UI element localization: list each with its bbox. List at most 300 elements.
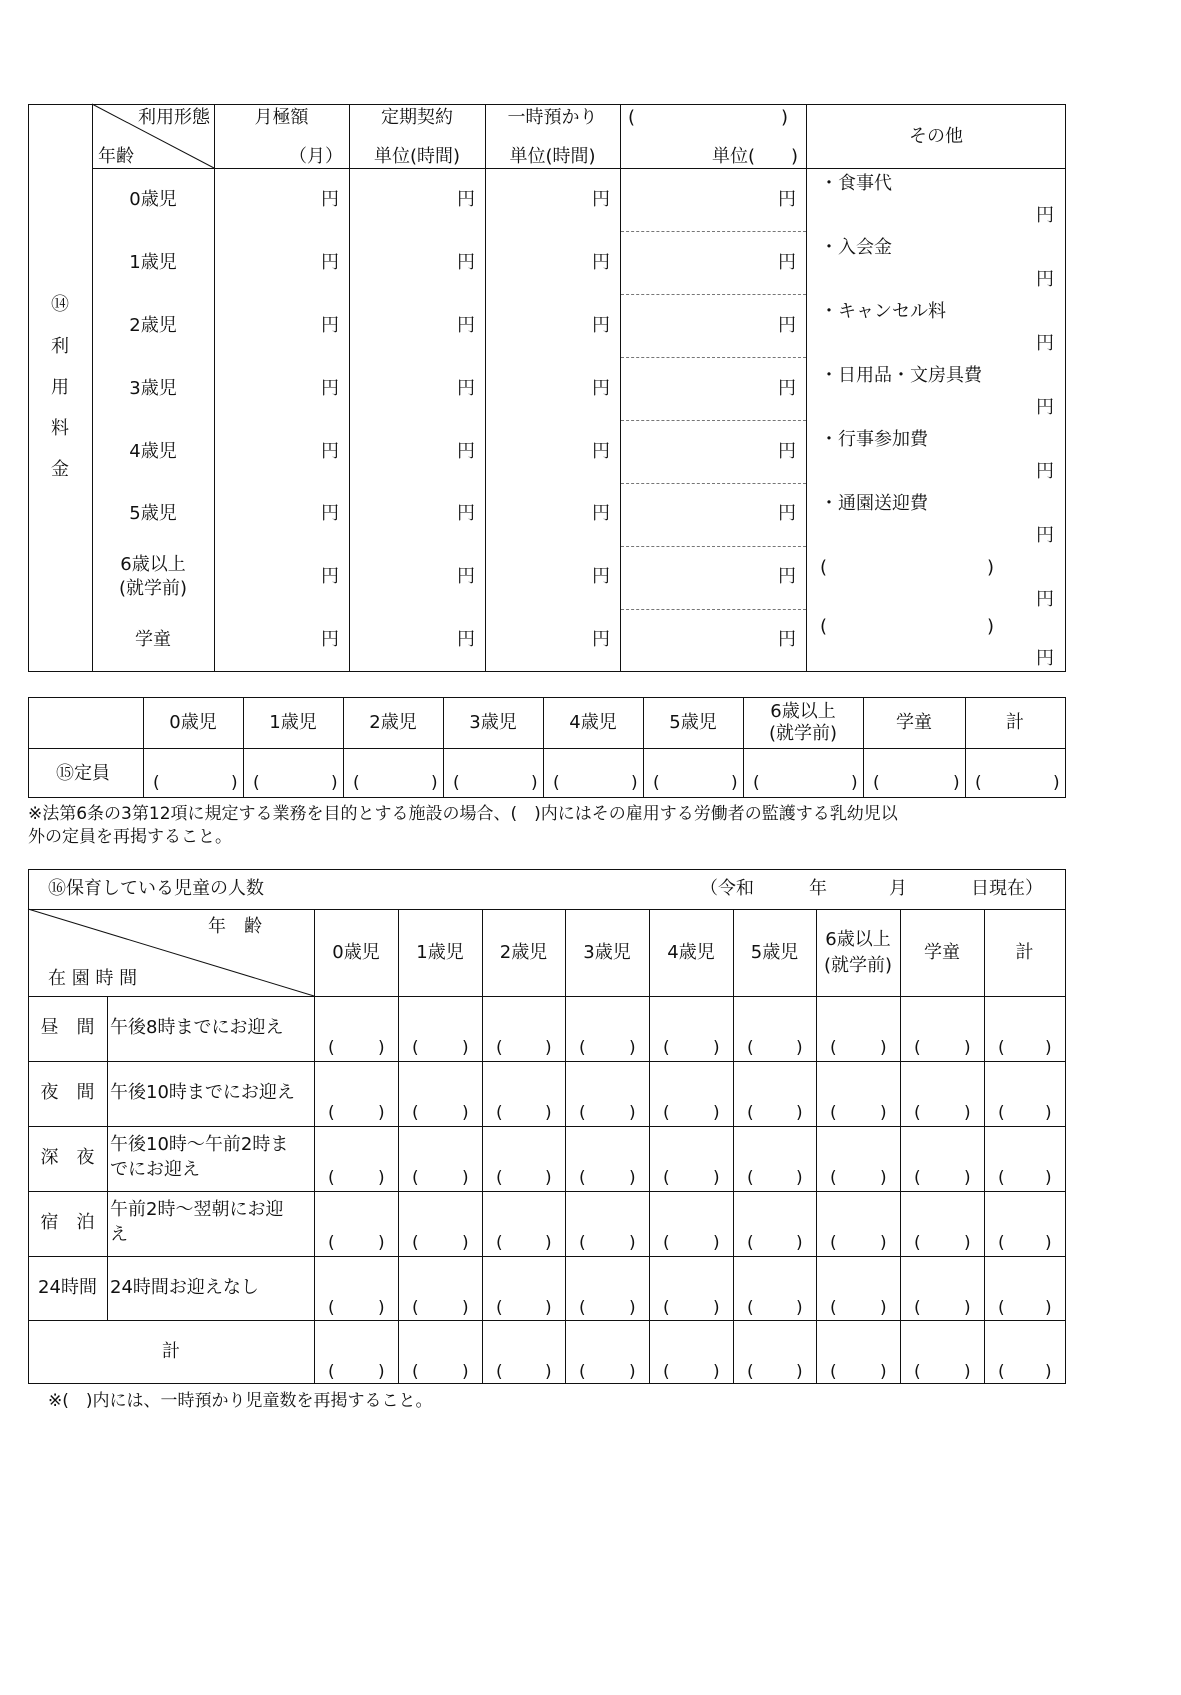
age-label: 5歳児 — [129, 503, 177, 524]
capacity-input-cell[interactable] — [863, 772, 965, 794]
age-label-sub: (就学前) — [118, 578, 188, 599]
age-label: 0歳児 — [129, 189, 177, 210]
child-count-cell[interactable] — [565, 1362, 649, 1382]
paren-open: ( — [914, 1038, 921, 1058]
fee-input-cell[interactable]: 円 — [592, 189, 610, 210]
fee-input-cell[interactable]: 円 — [457, 378, 475, 399]
section-label-char: 利 — [51, 336, 69, 357]
paren-open: ( — [914, 1233, 921, 1253]
column-header-custom-unit: 単位( ) — [711, 146, 798, 167]
child-count-cell[interactable] — [733, 1362, 816, 1382]
age-label: 4歳児 — [129, 441, 177, 462]
other-fee-yen[interactable]: 円 — [1036, 461, 1054, 482]
row-divider — [28, 1191, 1066, 1192]
child-count-cell[interactable] — [900, 1233, 984, 1253]
fee-input-cell[interactable]: 円 — [321, 378, 339, 399]
total-row-label: 計 — [162, 1341, 180, 1362]
paren-close: ) — [629, 1168, 636, 1188]
date-month: 月 — [889, 878, 907, 899]
child-count-cell[interactable] — [649, 1298, 733, 1318]
child-count-cell[interactable] — [733, 1103, 816, 1123]
child-count-cell[interactable] — [900, 1168, 984, 1188]
time-category-label: 夜 間 — [40, 1082, 95, 1103]
child-count-cell[interactable] — [565, 1103, 649, 1123]
column-divider — [806, 104, 807, 672]
paren-open: ( — [453, 773, 460, 793]
paren-open: ( — [998, 1298, 1005, 1318]
child-count-cell[interactable] — [733, 1298, 816, 1318]
table-border — [28, 671, 1066, 672]
paren-open: ( — [747, 1103, 754, 1123]
child-count-cell[interactable] — [816, 1038, 900, 1058]
capacity-input-cell[interactable] — [643, 772, 743, 794]
children-column-header: 学童 — [924, 942, 960, 963]
paren-open: ( — [747, 1038, 754, 1058]
child-count-cell[interactable] — [649, 1168, 733, 1188]
other-fee-yen[interactable]: 円 — [1036, 333, 1054, 354]
paren-close: ) — [964, 1168, 971, 1188]
child-count-cell[interactable] — [314, 1362, 398, 1382]
paren-close: ) — [331, 773, 338, 793]
paren-open: ( — [579, 1233, 586, 1253]
paren-open: ( — [830, 1168, 837, 1188]
row-divider — [621, 231, 806, 232]
paren-open: ( — [579, 1298, 586, 1318]
paren-close: ) — [796, 1233, 803, 1253]
paren-open: ( — [914, 1362, 921, 1382]
paren-open: ( — [998, 1103, 1005, 1123]
fee-input-cell[interactable]: 円 — [321, 629, 339, 650]
custom-open-paren: ( — [628, 107, 636, 128]
paren-open: ( — [328, 1038, 335, 1058]
date-label — [700, 878, 754, 900]
paren-open: ( — [496, 1168, 503, 1188]
other-item-custom-2[interactable]: ( ) — [820, 616, 995, 637]
capacity-column-header: 3歳児 — [469, 712, 517, 733]
corner-header-age: 年 齢 — [208, 916, 262, 937]
time-description-cont: でにお迎え — [110, 1159, 200, 1180]
children-column-header: 5歳児 — [750, 942, 799, 963]
paren-close: ) — [462, 1103, 469, 1123]
paren-open: ( — [830, 1298, 837, 1318]
time-category-label: 昼 間 — [40, 1017, 95, 1038]
child-count-cell[interactable] — [314, 1168, 398, 1188]
fee-input-cell[interactable]: 円 — [778, 441, 796, 462]
child-count-cell[interactable] — [649, 1103, 733, 1123]
paren-open: ( — [496, 1038, 503, 1058]
child-count-cell[interactable] — [984, 1298, 1065, 1318]
date-suffix: 日現在） — [971, 878, 1043, 899]
paren-close: ) — [378, 1298, 385, 1318]
fee-input-cell[interactable]: 円 — [592, 566, 610, 587]
child-count-cell[interactable] — [398, 1103, 482, 1123]
paren-open: ( — [998, 1038, 1005, 1058]
paren-open: ( — [579, 1168, 586, 1188]
section-label-char: 用 — [51, 377, 69, 398]
paren-close: ) — [231, 773, 238, 793]
fee-input-cell[interactable]: 円 — [592, 315, 610, 336]
child-count-cell[interactable] — [482, 1298, 565, 1318]
paren-open: ( — [914, 1168, 921, 1188]
child-count-cell[interactable] — [984, 1362, 1065, 1382]
capacity-input-cell[interactable] — [965, 772, 1065, 794]
paren-open: ( — [579, 1362, 586, 1382]
other-item-transport: ・通園送迎費 — [820, 493, 928, 514]
fee-input-cell[interactable]: 円 — [321, 315, 339, 336]
paren-open: ( — [830, 1233, 837, 1253]
child-count-cell[interactable] — [984, 1038, 1065, 1058]
corner-header-top: 利用形態 — [138, 107, 210, 128]
corner-header-time: 在 園 時 間 — [48, 968, 138, 989]
paren-open: ( — [328, 1233, 335, 1253]
time-description: 午前2時～翌朝にお迎 — [110, 1199, 284, 1220]
other-item-cancellation: ・キャンセル料 — [820, 301, 946, 322]
paren-close: ) — [629, 1038, 636, 1058]
fee-input-cell[interactable]: 円 — [457, 629, 475, 650]
child-count-cell[interactable] — [314, 1103, 398, 1123]
paren-open: ( — [496, 1362, 503, 1382]
paren-close: ) — [629, 1103, 636, 1123]
column-header-temporary-unit: 単位(時間) — [509, 146, 596, 167]
paren-open: ( — [579, 1038, 586, 1058]
fee-input-cell[interactable]: 円 — [592, 503, 610, 524]
row-divider — [621, 357, 806, 358]
paren-close: ) — [731, 773, 738, 793]
row-divider — [28, 1320, 1066, 1321]
table-border — [28, 797, 1066, 798]
other-item-custom-1[interactable]: ( ) — [820, 557, 995, 578]
table-border — [28, 1383, 1066, 1384]
paren-close: ) — [1045, 1298, 1052, 1318]
fee-input-cell[interactable]: 円 — [457, 566, 475, 587]
other-fee-yen[interactable]: 円 — [1036, 589, 1054, 610]
paren-close: ) — [880, 1362, 887, 1382]
child-count-cell[interactable] — [398, 1298, 482, 1318]
capacity-input-cell[interactable] — [143, 772, 243, 794]
column-header-monthly-unit: （月） — [289, 146, 343, 167]
paren-close: ) — [964, 1233, 971, 1253]
row-divider — [28, 1126, 1066, 1127]
paren-close: ) — [880, 1298, 887, 1318]
fee-input-cell[interactable]: 円 — [321, 566, 339, 587]
fee-input-cell[interactable]: 円 — [321, 441, 339, 462]
paren-open: ( — [914, 1103, 921, 1123]
table-border — [28, 869, 1066, 870]
paren-close: ) — [713, 1168, 720, 1188]
child-count-cell[interactable] — [482, 1362, 565, 1382]
paren-close: ) — [964, 1362, 971, 1382]
fee-input-cell[interactable]: 円 — [592, 252, 610, 273]
row-divider — [621, 420, 806, 421]
fee-input-cell[interactable]: 円 — [321, 189, 339, 210]
paren-close: ) — [713, 1298, 720, 1318]
paren-open: ( — [412, 1103, 419, 1123]
section-label-char: 料 — [51, 418, 69, 439]
child-count-cell[interactable] — [984, 1168, 1065, 1188]
paren-open: ( — [747, 1233, 754, 1253]
column-header-temporary: 一時預かり — [507, 107, 598, 128]
paren-close: ) — [953, 773, 960, 793]
child-count-cell[interactable] — [314, 1233, 398, 1253]
child-count-cell[interactable] — [900, 1038, 984, 1058]
section-number: ⑭ — [51, 294, 69, 315]
time-category-label: 24時間 — [38, 1277, 97, 1298]
paren-open: ( — [663, 1233, 670, 1253]
paren-close: ) — [713, 1233, 720, 1253]
children-footer-note: ※( )内には、一時預かり児童数を再掲すること。 — [48, 1391, 433, 1411]
age-label: 6歳以上 — [120, 554, 186, 575]
children-column-header: 計 — [1015, 942, 1034, 963]
fee-input-cell[interactable]: 円 — [321, 252, 339, 273]
column-header-custom — [628, 107, 788, 129]
paren-close: ) — [629, 1298, 636, 1318]
paren-close: ) — [378, 1362, 385, 1382]
capacity-column-header: 1歳児 — [269, 712, 317, 733]
child-count-cell[interactable] — [482, 1038, 565, 1058]
paren-close: ) — [378, 1233, 385, 1253]
paren-open: ( — [153, 773, 160, 793]
child-count-cell[interactable] — [900, 1298, 984, 1318]
fee-input-cell[interactable]: 円 — [321, 503, 339, 524]
capacity-row-label: ⑮定員 — [56, 763, 110, 784]
column-header-regular: 定期契約 — [381, 107, 453, 128]
fee-input-cell[interactable]: 円 — [778, 252, 796, 273]
paren-open: ( — [747, 1362, 754, 1382]
child-count-cell[interactable] — [649, 1233, 733, 1253]
capacity-input-cell[interactable] — [543, 772, 643, 794]
fee-input-cell[interactable]: 円 — [457, 189, 475, 210]
child-count-cell[interactable] — [482, 1168, 565, 1188]
other-fee-yen[interactable]: 円 — [1036, 648, 1054, 669]
child-count-cell[interactable] — [398, 1362, 482, 1382]
capacity-column-header: 学童 — [896, 712, 932, 733]
other-fee-yen[interactable]: 円 — [1036, 269, 1054, 290]
paren-open: ( — [412, 1038, 419, 1058]
table-border — [28, 697, 1066, 698]
child-count-cell[interactable] — [816, 1233, 900, 1253]
capacity-column-header: 2歳児 — [369, 712, 417, 733]
row-divider — [621, 483, 806, 484]
children-column-header-sub: (就学前) — [823, 955, 893, 976]
capacity-column-header: 0歳児 — [169, 712, 217, 733]
section-label-char: 金 — [51, 459, 69, 480]
paren-close: ) — [796, 1038, 803, 1058]
fee-input-cell[interactable]: 円 — [778, 503, 796, 524]
capacity-note-line2: 外の定員を再掲すること。 — [28, 827, 232, 847]
paren-open: ( — [663, 1038, 670, 1058]
paren-close: ) — [531, 773, 538, 793]
other-fee-yen[interactable]: 円 — [1036, 397, 1054, 418]
paren-open: ( — [975, 773, 982, 793]
paren-open: ( — [998, 1233, 1005, 1253]
paren-close: ) — [1045, 1038, 1052, 1058]
other-fee-yen[interactable]: 円 — [1036, 525, 1054, 546]
age-label: 学童 — [135, 629, 171, 650]
capacity-input-cell[interactable] — [343, 772, 443, 794]
capacity-input-cell[interactable] — [443, 772, 543, 794]
paren-close: ) — [545, 1103, 552, 1123]
column-divider — [1065, 697, 1066, 798]
paren-open: ( — [496, 1103, 503, 1123]
paren-open: ( — [998, 1168, 1005, 1188]
paren-open: ( — [998, 1362, 1005, 1382]
capacity-input-cell[interactable] — [243, 772, 343, 794]
children-table-title: ⑯保育している児童の人数 — [48, 878, 264, 899]
paren-close: ) — [431, 773, 438, 793]
child-count-cell[interactable] — [816, 1168, 900, 1188]
paren-close: ) — [545, 1298, 552, 1318]
other-fee-yen[interactable]: 円 — [1036, 205, 1054, 226]
paren-close: ) — [545, 1362, 552, 1382]
capacity-column-header-sub: (就学前) — [768, 723, 838, 744]
child-count-cell[interactable] — [900, 1362, 984, 1382]
paren-close: ) — [545, 1168, 552, 1188]
paren-open: ( — [830, 1103, 837, 1123]
other-item-supplies: ・日用品・文房具費 — [820, 365, 982, 386]
time-category-label: 宿 泊 — [40, 1212, 95, 1233]
row-divider — [621, 546, 806, 547]
child-count-cell[interactable] — [482, 1103, 565, 1123]
time-description: 午後8時までにお迎え — [110, 1017, 284, 1038]
child-count-cell[interactable] — [816, 1362, 900, 1382]
child-count-cell[interactable] — [733, 1038, 816, 1058]
child-count-cell[interactable] — [984, 1233, 1065, 1253]
child-count-cell[interactable] — [733, 1233, 816, 1253]
column-header-monthly: 月極額 — [254, 107, 309, 128]
capacity-note-line1: ※法第6条の3第12項に規定する業務を目的とする施設の場合、( )内にはその雇用する労働者の監護する乳幼児以 — [28, 804, 898, 824]
paren-close: ) — [851, 773, 858, 793]
header-divider — [28, 996, 1066, 997]
paren-open: ( — [830, 1038, 837, 1058]
paren-close: ) — [1053, 773, 1060, 793]
fee-input-cell[interactable]: 円 — [778, 378, 796, 399]
paren-open: ( — [328, 1362, 335, 1382]
child-count-cell[interactable] — [398, 1233, 482, 1253]
custom-close-paren: ) — [781, 107, 789, 128]
paren-close: ) — [545, 1233, 552, 1253]
paren-open: ( — [412, 1362, 419, 1382]
fee-input-cell[interactable]: 円 — [778, 189, 796, 210]
paren-close: ) — [1045, 1103, 1052, 1123]
paren-close: ) — [880, 1103, 887, 1123]
children-column-header: 6歳以上 — [825, 929, 891, 950]
child-count-cell[interactable] — [565, 1038, 649, 1058]
paren-open: ( — [663, 1298, 670, 1318]
paren-open: ( — [663, 1168, 670, 1188]
paren-open: ( — [579, 1103, 586, 1123]
child-count-cell[interactable] — [398, 1038, 482, 1058]
column-divider — [28, 697, 29, 798]
child-count-cell[interactable] — [398, 1168, 482, 1188]
paren-open: ( — [663, 1103, 670, 1123]
header-divider — [28, 748, 1066, 749]
fee-input-cell[interactable]: 円 — [592, 441, 610, 462]
child-count-cell[interactable] — [565, 1233, 649, 1253]
paren-close: ) — [378, 1103, 385, 1123]
fee-input-cell[interactable]: 円 — [778, 566, 796, 587]
paren-close: ) — [796, 1298, 803, 1318]
column-divider — [107, 996, 108, 1320]
paren-open: ( — [328, 1168, 335, 1188]
paren-close: ) — [796, 1168, 803, 1188]
child-count-cell[interactable] — [816, 1298, 900, 1318]
children-column-header: 1歳児 — [416, 942, 464, 963]
child-count-cell[interactable] — [565, 1298, 649, 1318]
child-count-cell[interactable] — [482, 1233, 565, 1253]
fee-input-cell[interactable]: 円 — [457, 315, 475, 336]
fee-input-cell[interactable]: 円 — [457, 252, 475, 273]
other-item-admission: ・入会金 — [820, 237, 892, 258]
paren-close: ) — [378, 1038, 385, 1058]
row-divider — [621, 294, 806, 295]
paren-open: ( — [830, 1362, 837, 1382]
paren-close: ) — [713, 1362, 720, 1382]
child-count-cell[interactable] — [565, 1168, 649, 1188]
child-count-cell[interactable] — [314, 1038, 398, 1058]
paren-open: ( — [653, 773, 660, 793]
paren-open: ( — [663, 1362, 670, 1382]
fee-input-cell[interactable]: 円 — [778, 629, 796, 650]
age-label: 1歳児 — [129, 252, 177, 273]
row-divider — [28, 1256, 1066, 1257]
child-count-cell[interactable] — [984, 1103, 1065, 1123]
child-count-cell[interactable] — [649, 1038, 733, 1058]
fee-input-cell[interactable]: 円 — [457, 503, 475, 524]
date-prefix: （令和 — [700, 878, 754, 899]
paren-open: ( — [412, 1233, 419, 1253]
paren-close: ) — [1045, 1362, 1052, 1382]
child-count-cell[interactable] — [733, 1168, 816, 1188]
child-count-cell[interactable] — [900, 1103, 984, 1123]
capacity-input-cell[interactable] — [743, 772, 863, 794]
paren-close: ) — [964, 1298, 971, 1318]
paren-open: ( — [496, 1298, 503, 1318]
table-border — [1065, 104, 1066, 672]
paren-close: ) — [1045, 1168, 1052, 1188]
paren-open: ( — [553, 773, 560, 793]
paren-close: ) — [629, 1233, 636, 1253]
header-divider — [92, 168, 1066, 169]
time-description-cont: え — [110, 1224, 128, 1245]
paren-open: ( — [412, 1298, 419, 1318]
child-count-cell[interactable] — [649, 1362, 733, 1382]
paren-open: ( — [328, 1103, 335, 1123]
column-header-regular-unit: 単位(時間) — [373, 146, 461, 167]
row-divider — [28, 1061, 1066, 1062]
child-count-cell[interactable] — [816, 1103, 900, 1123]
children-column-header: 2歳児 — [499, 942, 548, 963]
paren-close: ) — [462, 1233, 469, 1253]
paren-close: ) — [796, 1103, 803, 1123]
other-item-events: ・行事参加費 — [820, 429, 928, 450]
corner-header-bottom: 年齢 — [98, 146, 134, 167]
fee-input-cell[interactable]: 円 — [778, 315, 796, 336]
child-count-cell[interactable] — [314, 1298, 398, 1318]
fee-input-cell[interactable]: 円 — [592, 629, 610, 650]
children-column-header: 4歳児 — [667, 942, 715, 963]
fee-input-cell[interactable]: 円 — [457, 441, 475, 462]
table-border — [1065, 869, 1066, 1384]
paren-close: ) — [462, 1298, 469, 1318]
paren-open: ( — [353, 773, 360, 793]
children-column-header: 0歳児 — [332, 942, 380, 963]
capacity-column-header: 5歳児 — [669, 712, 717, 733]
fee-input-cell[interactable]: 円 — [592, 378, 610, 399]
paren-close: ) — [713, 1103, 720, 1123]
paren-close: ) — [462, 1038, 469, 1058]
paren-open: ( — [873, 773, 880, 793]
column-header-other: その他 — [909, 126, 963, 147]
